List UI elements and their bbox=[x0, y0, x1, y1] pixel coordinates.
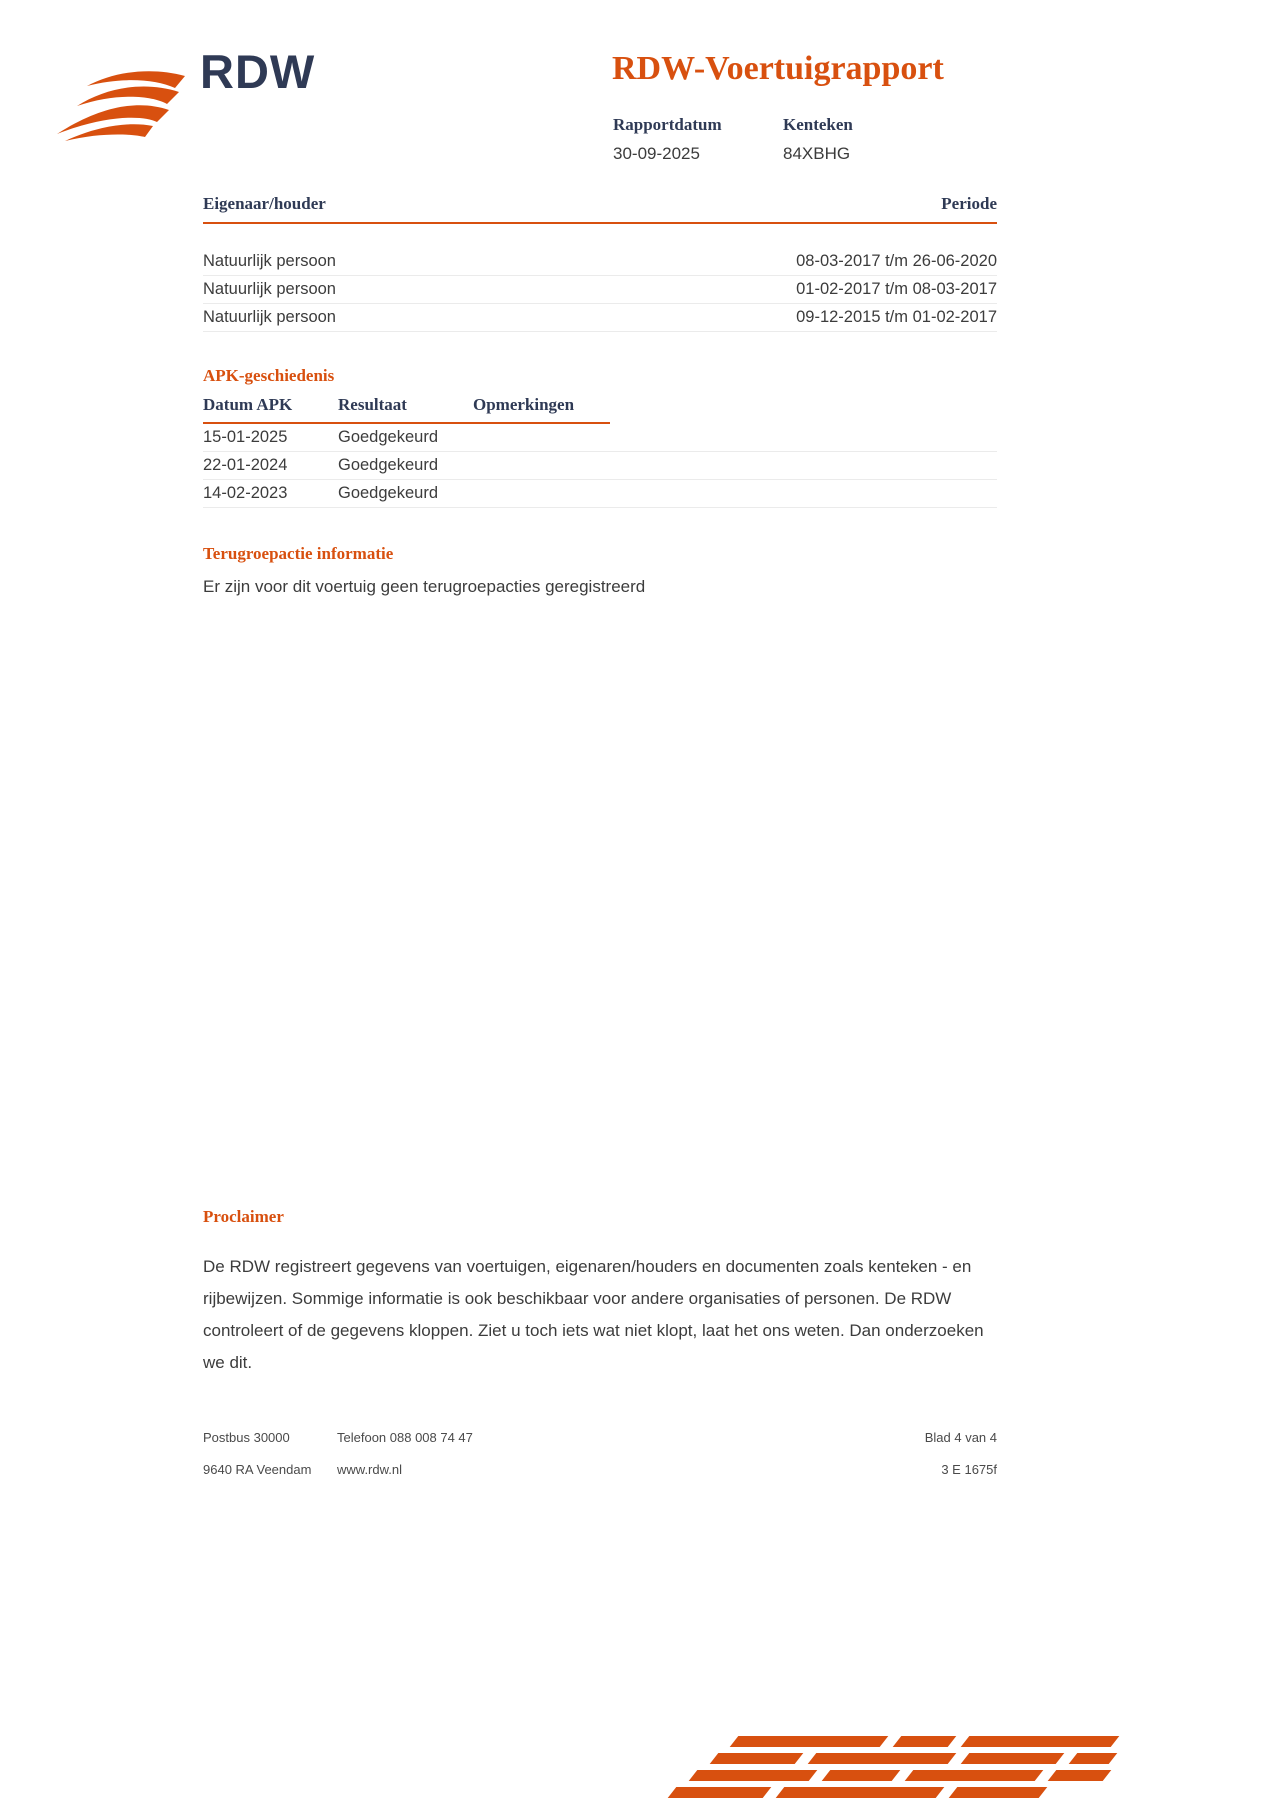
stripe bbox=[905, 1770, 1044, 1781]
apk-opmerkingen bbox=[473, 428, 997, 447]
kenteken-label: Kenteken bbox=[783, 115, 853, 134]
apk-col-opmerkingen: Opmerkingen bbox=[473, 395, 575, 414]
apk-table bbox=[203, 395, 997, 508]
owner-section bbox=[203, 194, 997, 332]
rdw-logo-text: RDW bbox=[200, 45, 316, 98]
page-footer bbox=[203, 1430, 997, 1494]
stripe bbox=[730, 1736, 889, 1747]
stripe-row bbox=[734, 1736, 1122, 1747]
apk-section-title: APK-geschiedenis bbox=[203, 366, 335, 385]
stripe-row bbox=[714, 1753, 1122, 1764]
recall-text: Er zijn voor dit voertuig geen terugroepacties geregistreerd bbox=[203, 577, 646, 596]
apk-opmerkingen bbox=[473, 484, 997, 503]
apk-resultaat: Goedgekeurd bbox=[338, 456, 438, 474]
kenteken-value: 84XBHG bbox=[783, 144, 851, 163]
footer-phone: Telefoon 088 008 74 47 bbox=[337, 1430, 473, 1445]
footer-page-number: Blad 4 van 4 bbox=[924, 1430, 997, 1445]
stripe bbox=[776, 1787, 945, 1798]
stripe bbox=[808, 1753, 957, 1764]
owner-name: Natuurlijk persoon bbox=[203, 280, 336, 298]
apk-row bbox=[203, 480, 997, 508]
apk-col-datum: Datum APK bbox=[203, 395, 293, 414]
rapportdatum-block bbox=[613, 115, 783, 164]
footer-website: www.rdw.nl bbox=[337, 1462, 403, 1477]
apk-datum: 15-01-2025 bbox=[203, 428, 288, 446]
footer-address-2: 9640 RA Veendam bbox=[203, 1462, 312, 1477]
recall-section bbox=[203, 544, 997, 597]
footer-line-2 bbox=[203, 1462, 997, 1477]
owner-section-title: Eigenaar/houder bbox=[203, 194, 326, 213]
stripe bbox=[961, 1753, 1065, 1764]
owner-period: 01-02-2017 t/m 08-03-2017 bbox=[796, 280, 997, 298]
apk-row bbox=[203, 452, 997, 480]
proclaimer-section bbox=[203, 1207, 1009, 1379]
report-title: RDW-Voertuigrapport bbox=[612, 50, 944, 87]
owner-row bbox=[203, 276, 997, 304]
owner-row bbox=[203, 304, 997, 332]
apk-history-section bbox=[203, 366, 997, 508]
footer-stripes-graphic bbox=[672, 1736, 1122, 1812]
stripe bbox=[668, 1787, 772, 1798]
apk-resultaat: Goedgekeurd bbox=[338, 484, 438, 502]
apk-datum: 14-02-2023 bbox=[203, 484, 288, 502]
apk-row bbox=[203, 424, 997, 452]
recall-section-title: Terugroepactie informatie bbox=[203, 544, 394, 563]
owner-period: 08-03-2017 t/m 26-06-2020 bbox=[796, 252, 997, 270]
apk-resultaat: Goedgekeurd bbox=[338, 428, 438, 446]
stripe bbox=[710, 1753, 804, 1764]
rapportdatum-value: 30-09-2025 bbox=[613, 144, 700, 163]
period-column-label: Periode bbox=[941, 194, 997, 213]
footer-address-1: Postbus 30000 bbox=[203, 1430, 290, 1445]
owner-rows bbox=[203, 248, 997, 332]
stripe-row bbox=[693, 1770, 1122, 1781]
stripe bbox=[961, 1736, 1120, 1747]
rdw-wing-icon bbox=[55, 66, 187, 142]
apk-table-header bbox=[203, 395, 610, 424]
apk-col-resultaat: Resultaat bbox=[338, 395, 407, 414]
stripe-row bbox=[672, 1787, 1122, 1798]
stripe bbox=[1048, 1770, 1112, 1781]
report-meta bbox=[613, 115, 953, 164]
proclaimer-text: De RDW registreert gegevens van voertuigen, eigenaren/houders en documenten zoals kenteken - en rijbewijzen. Sommige informatie is ook beschikbaar voor andere organisaties of personen. De RDW controleert of de gegevens kloppen. Ziet u toch iets wat niet klopt, laat het ons weten. Dan onderzoeken we dit. bbox=[203, 1257, 984, 1372]
stripe bbox=[1069, 1753, 1118, 1764]
proclaimer-title: Proclaimer bbox=[203, 1207, 284, 1226]
stripe bbox=[893, 1736, 957, 1747]
rapportdatum-label: Rapportdatum bbox=[613, 115, 722, 134]
owner-name: Natuurlijk persoon bbox=[203, 252, 336, 270]
owner-section-header bbox=[203, 194, 997, 224]
footer-line-1 bbox=[203, 1430, 997, 1445]
owner-name: Natuurlijk persoon bbox=[203, 308, 336, 326]
stripe bbox=[949, 1787, 1048, 1798]
owner-period: 09-12-2015 t/m 01-02-2017 bbox=[796, 308, 997, 326]
stripe bbox=[689, 1770, 818, 1781]
stripe bbox=[822, 1770, 901, 1781]
apk-opmerkingen bbox=[473, 456, 997, 475]
owner-row bbox=[203, 248, 997, 276]
footer-form-code: 3 E 1675f bbox=[941, 1462, 997, 1477]
apk-datum: 22-01-2024 bbox=[203, 456, 288, 474]
kenteken-block bbox=[783, 115, 953, 164]
